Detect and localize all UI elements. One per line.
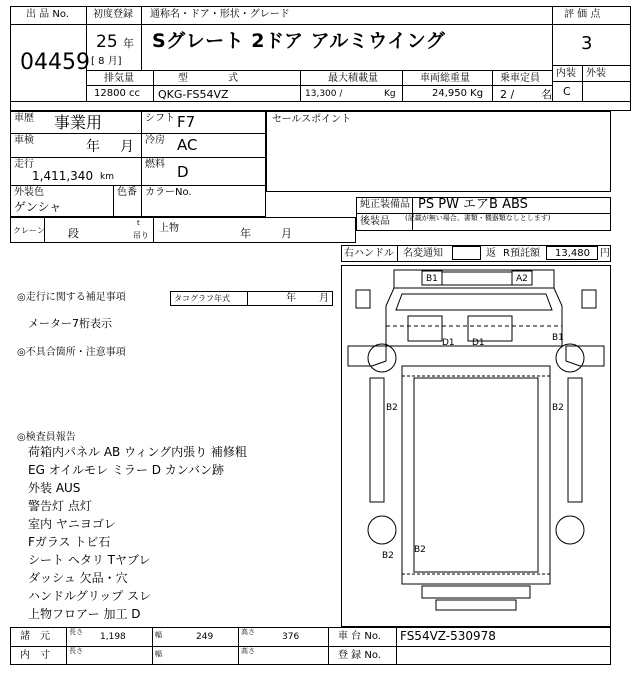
divider (238, 627, 239, 665)
height-value: 376 (282, 632, 300, 642)
rear-left-wheel (368, 516, 396, 544)
standard-equipment: PS PW エアB ABS (418, 197, 528, 212)
overall-grade: 3 (581, 33, 593, 54)
model-code-label: 型 式 (178, 73, 238, 84)
chassis-number: FS54VZ-530978 (400, 629, 496, 643)
divider (10, 185, 266, 186)
crane-row (10, 217, 356, 243)
crane-stage: 段 (68, 227, 79, 240)
rear-right-wheel (556, 516, 584, 544)
divider (113, 185, 114, 217)
inspector-report-title: ◎検査員報告 (17, 432, 76, 443)
inner-dimensions-label: 内 寸 (20, 650, 50, 661)
ac-value: AC (177, 136, 198, 154)
divider (10, 24, 86, 25)
vehicle-condition-diagram (341, 265, 611, 627)
inspection-year: 年 (86, 139, 100, 155)
chassis-number-label: 車 台 No. (338, 631, 381, 642)
report-line: Fガラス トビ石 (28, 535, 111, 549)
loaded-body-label: 上物 (159, 223, 179, 234)
divider (300, 70, 301, 101)
right-mirror (582, 290, 596, 308)
divider (10, 157, 266, 158)
report-line: 荷箱内パネル AB ウィング内張り 補修粗 (28, 445, 247, 459)
report-line: EG オイルモレ ミラー D カンバン跡 (28, 463, 224, 477)
divider (247, 291, 248, 306)
passenger-unit: 名 (541, 88, 552, 101)
max-capacity: 13,300 / (305, 89, 343, 99)
mark-b2-left: B2 (386, 403, 398, 413)
registration-number-label: 登 録 No. (338, 650, 381, 661)
mark-d1-left: D1 (442, 338, 455, 348)
tachograph-month: 月 (319, 293, 329, 304)
mileage-unit: km (100, 172, 114, 182)
vehicle-name-label: 通称名・ドア・形状・グレード (150, 9, 290, 20)
divider (552, 65, 631, 66)
rear-bumper (422, 586, 530, 598)
inner-length-label: 長さ (69, 647, 83, 655)
divider (552, 24, 631, 25)
recycle-fee-unit: 円 (600, 248, 610, 259)
divider (153, 217, 154, 243)
color-number-label: 色番 (117, 187, 137, 198)
displacement-label: 排気量 (104, 73, 134, 84)
divider (66, 627, 67, 665)
first-registration-label: 初度登録 (93, 9, 133, 20)
lot-number: 04459 (20, 50, 90, 75)
driver-area (408, 316, 442, 341)
year-unit: 年 (123, 37, 134, 50)
divider (141, 6, 142, 70)
mark-b1-right: B1 (552, 333, 564, 343)
registration-year: 25 (96, 32, 118, 52)
divider (582, 65, 583, 101)
lot-number-label: 出 品 No. (26, 9, 69, 20)
inspection-label: 車検 (14, 135, 34, 146)
tachograph-label: タコグラフ年式 (174, 294, 230, 303)
tachograph-year: 年 (286, 293, 296, 304)
report-line: 上物フロアー 加工 D (28, 607, 141, 621)
cargo-floor (414, 378, 538, 572)
shift-value: F7 (177, 113, 196, 131)
sales-point-label: セールスポイント (272, 114, 352, 125)
report-line: 外装 AUS (28, 481, 81, 495)
inner-width-label: 幅 (155, 650, 162, 658)
tax-refund-label: 返 (486, 248, 496, 259)
front-grille (436, 272, 516, 285)
total-weight-label: 車両総重量 (420, 73, 470, 84)
right-side-panel (568, 378, 582, 502)
divider (492, 70, 493, 101)
left-mirror (356, 290, 370, 308)
passenger-label: 乗車定員 (500, 73, 540, 84)
left-side-panel (370, 378, 384, 502)
interior-grade: C (563, 85, 571, 98)
inspector-report (28, 446, 247, 626)
fuel-value: D (177, 163, 189, 181)
recycle-fee: 13,480 (555, 248, 590, 259)
height-label: 高さ (241, 628, 255, 636)
vehicle-name: Sグレート 2ドア アルミウイング (152, 30, 446, 52)
right-hand-drive: 右ハンドル (344, 248, 394, 259)
divider (552, 6, 553, 101)
exterior-color-label: 外装色 (14, 187, 44, 198)
history-value: 事業用 (54, 113, 103, 132)
left-step (348, 346, 386, 366)
loaded-month: 月 (281, 227, 292, 240)
interior-grade-label: 内装 (556, 68, 576, 79)
divider (141, 111, 142, 217)
max-capacity-label: 最大積載量 (328, 73, 378, 84)
crane-hang-unit: 吊り (133, 231, 149, 240)
mileage-value: 1,411,340 (32, 169, 94, 183)
mileage-notes-title: ◎走行に関する補足事項 (17, 292, 126, 303)
report-line: 室内 ヤニヨゴレ (28, 517, 116, 531)
report-line: シート ヘタリ Tヤブレ (28, 553, 151, 567)
divider (152, 627, 153, 665)
divider (86, 70, 552, 71)
right-step (566, 346, 604, 366)
width-label: 幅 (155, 631, 162, 639)
loaded-year: 年 (240, 227, 251, 240)
aftermarket-note: (記載が無い場合、書類・機器類なしとします) (405, 214, 551, 222)
displacement-value: 12800 cc (94, 88, 140, 99)
front-right-wheel (556, 344, 584, 372)
mark-b2-bottom-center: B2 (414, 545, 426, 555)
mark-b2-bottom-left: B2 (382, 551, 394, 561)
model-code: QKG-FS54VZ (158, 88, 229, 101)
divider (396, 627, 397, 665)
aftermarket-label: 後装品 (360, 216, 390, 227)
mark-b2-right: B2 (552, 403, 564, 413)
exterior-color: ゲンシャ (14, 200, 62, 214)
report-line: 警告灯 点灯 (28, 499, 92, 513)
fuel-label: 燃料 (145, 159, 165, 170)
total-weight: 24,950 Kg (432, 88, 484, 99)
inspection-month: 月 (120, 139, 134, 155)
dimensions-label: 諸 元 (20, 631, 50, 642)
name-change-box (452, 246, 481, 260)
name-change-notice: 名変通知 (403, 248, 443, 259)
grade-label: 評 価 点 (564, 9, 601, 20)
exterior-grade-label: 外装 (586, 68, 606, 79)
meter-note: メーター7桁表示 (28, 317, 112, 330)
capacity-unit: Kg (384, 89, 396, 99)
divider (86, 24, 552, 25)
passenger-capacity: 2 / (500, 88, 515, 101)
divider (10, 101, 631, 102)
recycle-fee-label: R預託額 (503, 248, 540, 259)
divider (552, 81, 631, 82)
divider (10, 133, 266, 134)
divider (10, 646, 611, 647)
defects-title: ◎不具合箇所・注意事項 (17, 347, 126, 358)
rear-plate-area (436, 600, 516, 610)
mark-d1-right: D1 (472, 338, 485, 348)
truck-diagram-svg (342, 266, 610, 626)
divider (153, 70, 154, 101)
front-left-wheel (368, 344, 396, 372)
divider (397, 245, 398, 262)
width-value: 249 (196, 632, 214, 642)
inner-height-label: 高さ (241, 647, 255, 655)
divider (86, 85, 552, 86)
history-label: 車歴 (14, 113, 34, 124)
length-value: 1,198 (100, 632, 126, 642)
standard-equipment-label: 純正装備品 (360, 199, 410, 210)
ac-label: 冷房 (145, 135, 165, 146)
mark-a2-top: A2 (516, 274, 528, 284)
report-line: ハンドルグリップ スレ (28, 589, 152, 603)
divider (402, 70, 403, 101)
shift-label: シフト (145, 113, 175, 124)
crane-label: クレーン (13, 226, 45, 235)
mileage-label: 走行 (14, 159, 34, 170)
windshield (396, 294, 552, 310)
mark-b1-top: B1 (426, 274, 438, 284)
divider (328, 627, 329, 665)
length-label: 長さ (69, 628, 83, 636)
crane-tonnage-unit: t (137, 219, 140, 227)
report-line: ダッシュ 欠品・穴 (28, 571, 128, 585)
color-code-label: カラーNo. (145, 187, 192, 198)
registration-month: [ 8 月] (91, 56, 122, 67)
